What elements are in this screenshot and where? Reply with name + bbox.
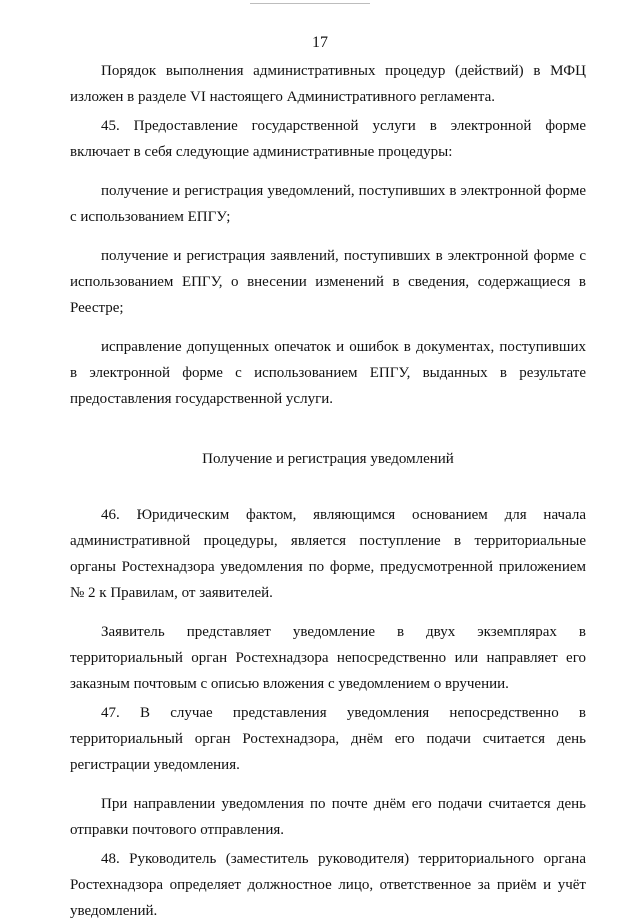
paragraph-47: 47. В случае представления уведомления непосредственно в территориальный орган Ростехнадзора, днём его подачи считается день регистрации уведомления.	[70, 705, 586, 773]
document-body	[70, 58, 586, 924]
list-item-notifications: получение и регистрация уведомлений, поступивших в электронной форме с использованием ЕПГУ;	[70, 183, 586, 225]
section-heading: Получение и регистрация уведомлений	[202, 451, 454, 467]
paragraph-applicant: Заявитель представляет уведомление в двух экземплярах в территориальный орган Ростехнадзора непосредственно или направляет его заказным почтовым с описью вложения с уведомлением о вручении.	[70, 624, 586, 692]
paragraph-45: 45. Предоставление государственной услуги в электронной форме включает в себя следующие административные процедуры:	[70, 118, 586, 160]
page-number: 17	[312, 34, 328, 51]
list-item-corrections: исправление допущенных опечаток и ошибок в документах, поступивших в электронной форме с использованием ЕПГУ, выданных в результате предоставления государственной услуги.	[70, 339, 586, 407]
paragraph-46: 46. Юридическим фактом, являющимся основанием для начала административной процедуры, является поступление в территориальные органы Ростехнадзора уведомления по форме, предусмотренной приложением № 2 к Правилам, от заявителей.	[70, 507, 586, 601]
paragraph-48: 48. Руководитель (заместитель руководителя) территориального органа Ростехнадзора определяет должностное лицо, ответственное за приём и учёт уведомлений.	[70, 851, 586, 919]
paragraph-postal: При направлении уведомления по почте днём его подачи считается день отправки почтового отправления.	[70, 796, 586, 838]
list-item-applications: получение и регистрация заявлений, поступивших в электронной форме с использованием ЕПГУ, о внесении изменений в сведения, содержащиеся в Реестре;	[70, 248, 586, 316]
paragraph-mfc-procedures: Порядок выполнения административных процедур (действий) в МФЦ изложен в разделе VI настоящего Административного регламента.	[70, 63, 586, 105]
top-rule	[250, 3, 370, 4]
